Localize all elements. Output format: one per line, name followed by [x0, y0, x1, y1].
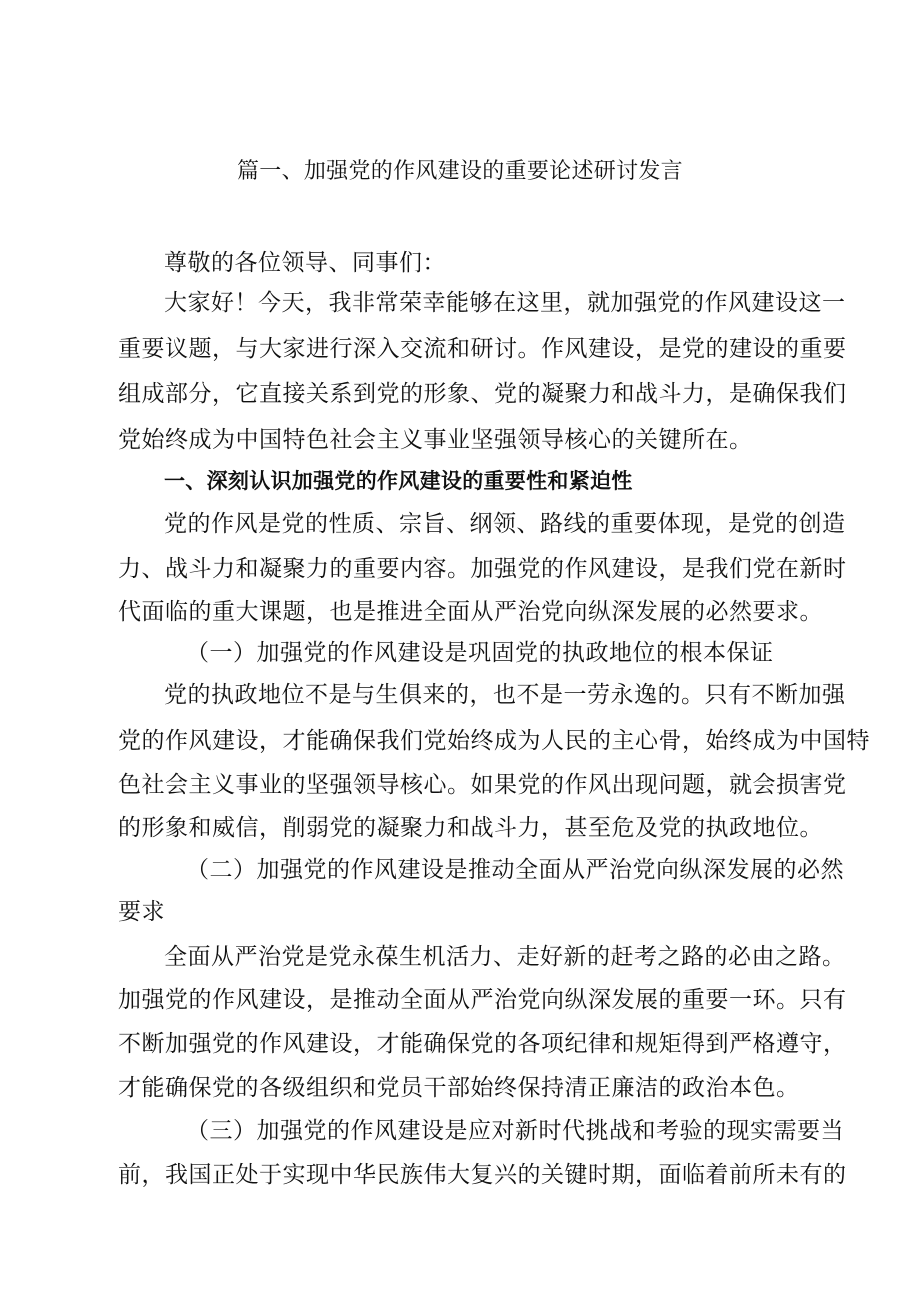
subsection-heading: （三）加强党的作风建设是应对新时代挑战和考验的现实需要当 — [186, 1118, 844, 1144]
paragraph-line: 党的作风是党的性质、宗旨、纲领、路线的重要体现，是党的创造 — [164, 511, 846, 537]
paragraph-line: 党的作风建设，才能确保我们党始终成为人民的主心骨，始终成为中国特 — [118, 728, 870, 754]
paragraph-line: 不断加强党的作风建设，才能确保党的各项纪律和规矩得到严格遵守， — [118, 1031, 847, 1057]
document-title: 篇一、加强党的作风建设的重要论述研讨发言 — [236, 159, 683, 184]
paragraph-line: 党的执政地位不是与生俱来的，也不是一劳永逸的。只有不断加强 — [164, 682, 846, 708]
section-heading: 一、深刻认识加强党的作风建设的重要性和紧迫性 — [164, 469, 633, 493]
paragraph-line: 色社会主义事业的坚强领导核心。如果党的作风出现问题，就会损害党 — [118, 772, 847, 798]
subsection-heading: （二）加强党的作风建设是推动全面从严治党向纵深发展的必然 — [186, 857, 844, 883]
salutation: 尊敬的各位领导、同事们： — [164, 250, 446, 276]
paragraph-line: 组成部分，它直接关系到党的形象、党的凝聚力和战斗力，是确保我们 — [118, 381, 847, 407]
paragraph-line: 全面从严治党是党永葆生机活力、走好新的赶考之路的必由之路。 — [164, 944, 846, 970]
paragraph-line: 前，我国正处于实现中华民族伟大复兴的关键时期，面临着前所未有的 — [118, 1162, 847, 1188]
paragraph-line: 大家好！今天，我非常荣幸能够在这里，就加强党的作风建设这一 — [164, 290, 846, 316]
paragraph-line: 力、战斗力和凝聚力的重要内容。加强党的作风建设，是我们党在新时 — [118, 556, 847, 582]
subsection-heading: （一）加强党的作风建设是巩固党的执政地位的根本保证 — [186, 640, 774, 666]
paragraph-line: 才能确保党的各级组织和党员干部始终保持清正廉洁的政治本色。 — [118, 1075, 800, 1101]
paragraph-line: 重要议题，与大家进行深入交流和研讨。作风建设，是党的建设的重要 — [118, 336, 847, 362]
paragraph-line: 加强党的作风建设，是推动全面从严治党向纵深发展的重要一环。只有 — [118, 987, 847, 1013]
paragraph-line: 党始终成为中国特色社会主义事业坚强领导核心的关键所在。 — [118, 427, 753, 453]
subsection-heading-continued: 要求 — [118, 899, 165, 925]
paragraph-line: 的形象和威信，削弱党的凝聚力和战斗力，甚至危及党的执政地位。 — [118, 815, 823, 841]
paragraph-line: 代面临的重大课题，也是推进全面从严治党向纵深发展的必然要求。 — [118, 599, 823, 625]
